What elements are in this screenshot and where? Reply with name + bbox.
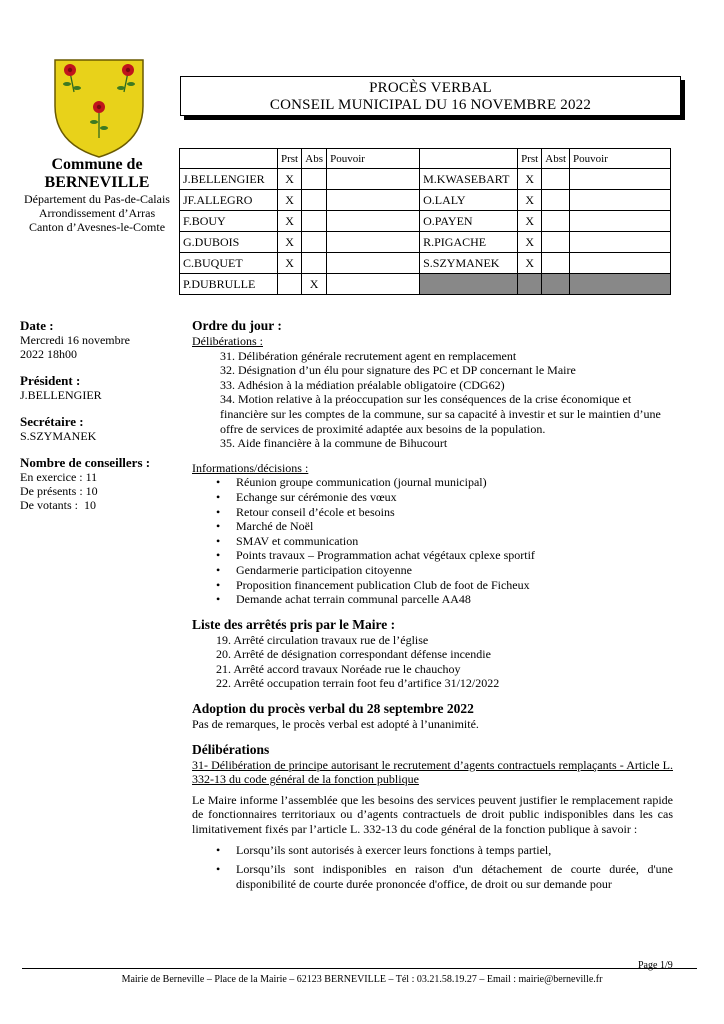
main-content [192,318,673,891]
arretes-list [192,633,673,691]
absence-mark [302,169,327,190]
list-item: 19. Arrêté circulation travaux rue de l’église [216,632,429,647]
councillor-name: M.KWASEBART [420,169,518,190]
deliberations-label: Délibérations : [192,334,263,348]
list-item: • Marché de Noël [192,519,673,534]
document-title [180,76,681,116]
list-item: • Proposition financement publication Club de foot de Ficheux [192,578,673,593]
list-item: 32. Désignation d’un élu pour signature des PC et DP concernant le Maire [220,363,576,378]
informations-label: Informations/décisions : [192,460,309,475]
empty-cell [420,274,518,295]
presence-mark: X [278,232,302,253]
absence-mark [302,190,327,211]
table-row [180,211,671,232]
presence-mark: X [518,190,542,211]
list-item: 33. Adhésion à la médiation préalable obligatoire (CDG62) [220,377,505,392]
list-item: • Réunion groupe communication (journal municipal) [192,475,673,490]
table-row [180,169,671,190]
councillor-name: S.SZYMANEK [420,253,518,274]
ordre-list [192,349,673,451]
col-pouvoir: Pouvoir [327,149,420,169]
president-name: J.BELLENGIER [20,388,102,402]
presence-mark: X [278,190,302,211]
nb-presents: De présents : 10 [20,484,98,498]
commune-name-2: BERNEVILLE [44,174,150,191]
pouvoir-cell [327,190,420,211]
list-item: 20. Arrêté de désignation correspondant défense incendie [216,647,491,662]
list-item: 35. Aide financière à la commune de Bihucourt [220,436,448,451]
attendance-table [179,148,671,295]
pouvoir-cell [570,169,671,190]
conseillers-label: Nombre de conseillers : [20,455,151,470]
list-item: • Lorsqu’ils sont indisponibles en raison d'un détachement de courte durée, d'une disponibilité de courte durée prononcée d'office, de droit ou sur demande pour [192,862,673,891]
table-row [180,253,671,274]
secretaire-label: Secrétaire : [20,414,84,429]
date-line-1: Mercredi 16 novembre [20,333,130,347]
list-item: • Demande achat terrain communal parcelle AA48 [192,592,673,607]
col-prst: Prst [278,149,302,169]
list-item: • SMAV et communication [192,534,673,549]
pouvoir-cell [327,253,420,274]
ordre-du-jour-heading: Ordre du jour : [192,318,282,333]
list-item: • Echange sur cérémonie des vœux [192,490,673,505]
deliberation-bullets [192,843,673,892]
councillor-name: JF.ALLEGRO [180,190,278,211]
presence-mark: X [518,232,542,253]
pouvoir-cell [327,211,420,232]
title-line-1: PROCÈS VERBAL [369,80,492,96]
presence-mark [278,274,302,295]
footer-address: Mairie de Berneville – Place de la Mairie – 62123 BERNEVILLE – Tél : 03.21.58.19.27 – Email : mairie@berneville.fr [121,974,603,985]
presence-mark: X [518,169,542,190]
list-item: 21. Arrêté accord travaux Noréade rue le chauchoy [216,661,461,676]
absence-mark [302,232,327,253]
nb-votants: De votants : 10 [20,498,96,512]
table-header-row [180,149,671,169]
commune-name-1: Commune de [51,156,143,173]
list-item: • Points travaux – Programmation achat végétaux cplexe sportif [192,548,673,563]
absence-mark [542,232,570,253]
absence-mark [302,253,327,274]
presence-mark: X [278,169,302,190]
nb-exercice: En exercice : 11 [20,470,98,484]
pouvoir-cell [570,253,671,274]
secretaire-name: S.SZYMANEK [20,429,97,443]
deliberations-heading: Délibérations [192,741,270,757]
date-label: Date : [20,318,54,333]
commune-arrondissement: Arrondissement d’Arras [38,206,156,220]
col-abst-2: Abst [542,149,570,169]
footer-divider [22,968,697,969]
absence-mark [302,211,327,232]
list-item: • Retour conseil d’école et besoins [192,505,673,520]
list-item: 31. Délibération générale recrutement agent en remplacement [220,348,517,363]
title-line-2: CONSEIL MUNICIPAL DU 16 NOVEMBRE 2022 [269,97,592,113]
absence-mark: X [302,274,327,295]
presence-mark: X [278,253,302,274]
list-item: 22. Arrêté occupation terrain foot feu d’artifice 31/12/2022 [216,676,500,691]
councillor-name: O.PAYEN [420,211,518,232]
empty-cell [570,274,671,295]
adoption-heading: Adoption du procès verbal du 28 septembre 2022 [192,701,474,717]
absence-mark [542,211,570,232]
deliberation-subtitle: 31- Délibération de principe autorisant le recrutement d’agents contractuels remplaçants - Article L. 332-13 du code général de la fonction publique [192,757,673,787]
col-prst-2: Prst [518,149,542,169]
councillor-name: R.PIGACHE [420,232,518,253]
pouvoir-cell [327,232,420,253]
absence-mark [542,190,570,211]
page-number: Page 1/9 [638,960,673,971]
commune-block [14,156,180,234]
adoption-text: Pas de remarques, le procès verbal est adopté à l’unanimité. [192,717,479,732]
pouvoir-cell [327,274,420,295]
list-item: • Lorsqu’ils sont autorisés à exercer leurs fonctions à temps partiel, [192,843,673,858]
informations-list [192,475,673,606]
coat-of-arms-logo [52,58,146,158]
date-line-2: 2022 18h00 [20,347,77,361]
presence-mark: X [518,211,542,232]
empty-cell [542,274,570,295]
pouvoir-cell [570,211,671,232]
list-item: • Gendarmerie participation citoyenne [192,563,673,578]
councillor-name: C.BUQUET [180,253,278,274]
col-abs: Abs [302,149,327,169]
list-item: 34. Motion relative à la préoccupation sur les conséquences de la crise économique et financière sur les comptes de la commune, sur sa capacité à investir et sur le maintien d’une offre de services de proximité adaptée aux besoins de la population. [220,392,661,436]
table-row [180,232,671,253]
empty-cell [518,274,542,295]
councillor-name: G.DUBOIS [180,232,278,253]
commune-departement: Département du Pas-de-Calais [24,192,170,206]
councillor-name: P.DUBRULLE [180,274,278,295]
president-label: Président : [20,373,81,388]
table-row [180,190,671,211]
pouvoir-cell [570,232,671,253]
presence-mark: X [518,253,542,274]
councillor-name: O.LALY [420,190,518,211]
councillor-name: J.BELLENGIER [180,169,278,190]
commune-canton: Canton d’Avesnes-le-Comte [28,220,166,234]
pouvoir-cell [327,169,420,190]
absence-mark [542,169,570,190]
arretes-heading: Liste des arrêtés pris par le Maire : [192,616,396,632]
meeting-meta [20,318,185,524]
presence-mark: X [278,211,302,232]
deliberation-paragraph: Le Maire informe l’assemblée que les besoins des services peuvent justifier le remplacement rapide de fonctionnaires territoriaux ou d’agents contractuels de droit public indisponibles dans les cas limitativement fixés par l’article L. 332-13 du code général de la fonction publique à savoir : [192,792,673,837]
pouvoir-cell [570,190,671,211]
councillor-name: F.BOUY [180,211,278,232]
col-pouvoir-2: Pouvoir [570,149,671,169]
absence-mark [542,253,570,274]
table-row [180,274,671,295]
